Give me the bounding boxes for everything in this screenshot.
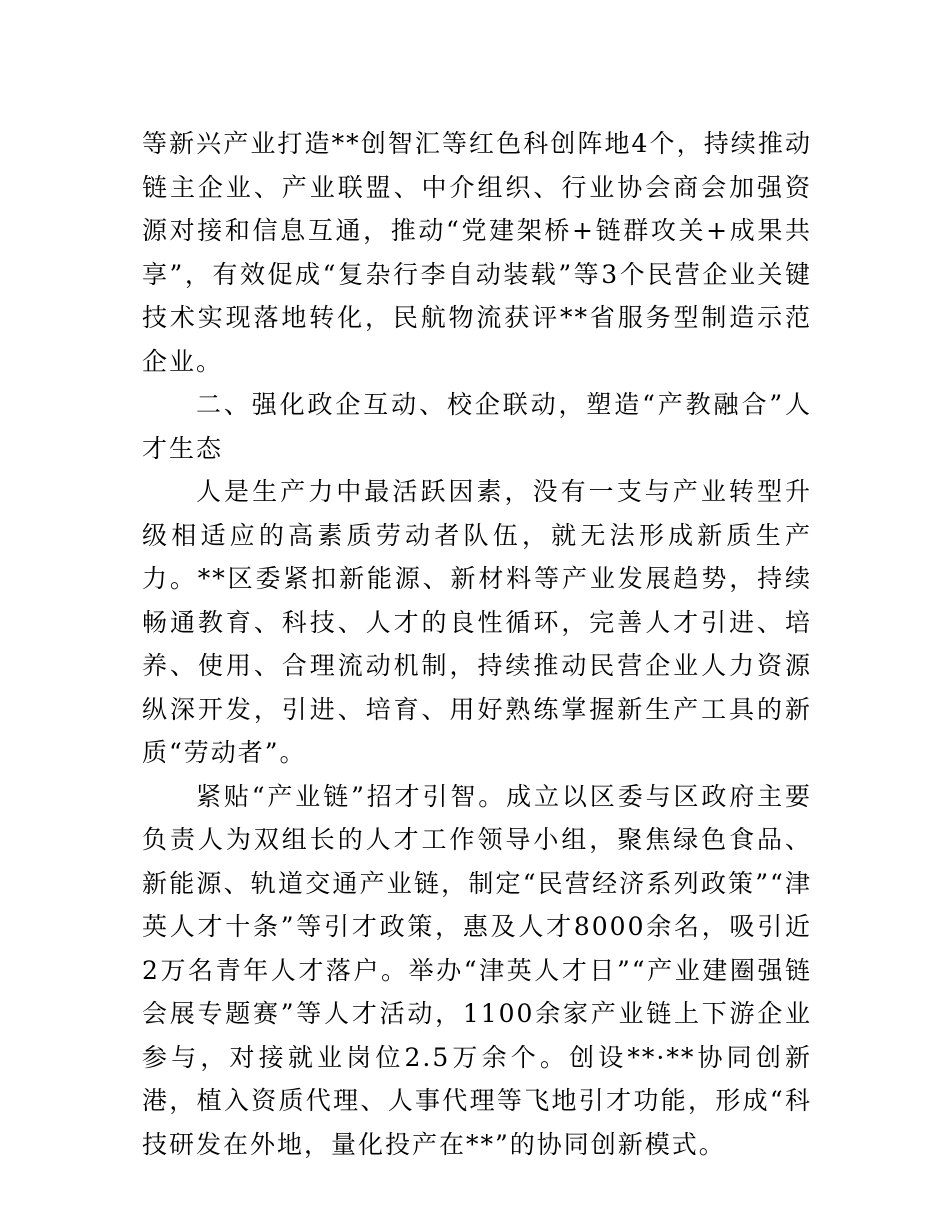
paragraph-talent-recruitment: 紧贴“产业链”招才引智。成立以区委与区政府主要负责人为双组长的人才工作领导小组，聚焦绿色食品、新能源、轨道交通产业链，制定“民营经济系列政策”“津英人才十条”等引才政策，惠及人才8000余名，吸引近2万名青年人才落户。举办“津英人才日”“产业建圈强链会展专题赛”等人才活动，1100余家产业链上下游企业参与，对接就业岗位2.5万余个。创设**·**协同创新港，植入资质代理、人事代理等飞地引才功能，形成“科技研发在外地，量化投产在**”的协同创新模式。: [142, 781, 812, 1159]
paragraph-continuation: 等新兴产业打造**创智汇等红色科创阵地4个，持续推动链主企业、产业联盟、中介组织、行业协会商会加强资源对接和信息互通，推动“党建架桥+链群攻关+成果共享”，有效促成“复杂行李自动装载”等3个民营企业关键技术实现落地转化，民航物流获评**省服务型制造示范企业。: [142, 129, 812, 376]
document-body: [142, 122, 812, 1166]
section-heading: 二、强化政企互动、校企联动，塑造“产教融合”人才生态: [142, 390, 812, 463]
paragraph-intro: 人是生产力中最活跃因素，没有一支与产业转型升级相适应的高素质劳动者队伍，就无法形成新质生产力。**区委紧扣新能源、新材料等产业发展趋势，持续畅通教育、科技、人才的良性循环，完善人才引进、培养、使用、合理流动机制，持续推动民营企业人力资源纵深开发，引进、培育、用好熟练掌握新生产工具的新质“劳动者”。: [142, 477, 812, 767]
